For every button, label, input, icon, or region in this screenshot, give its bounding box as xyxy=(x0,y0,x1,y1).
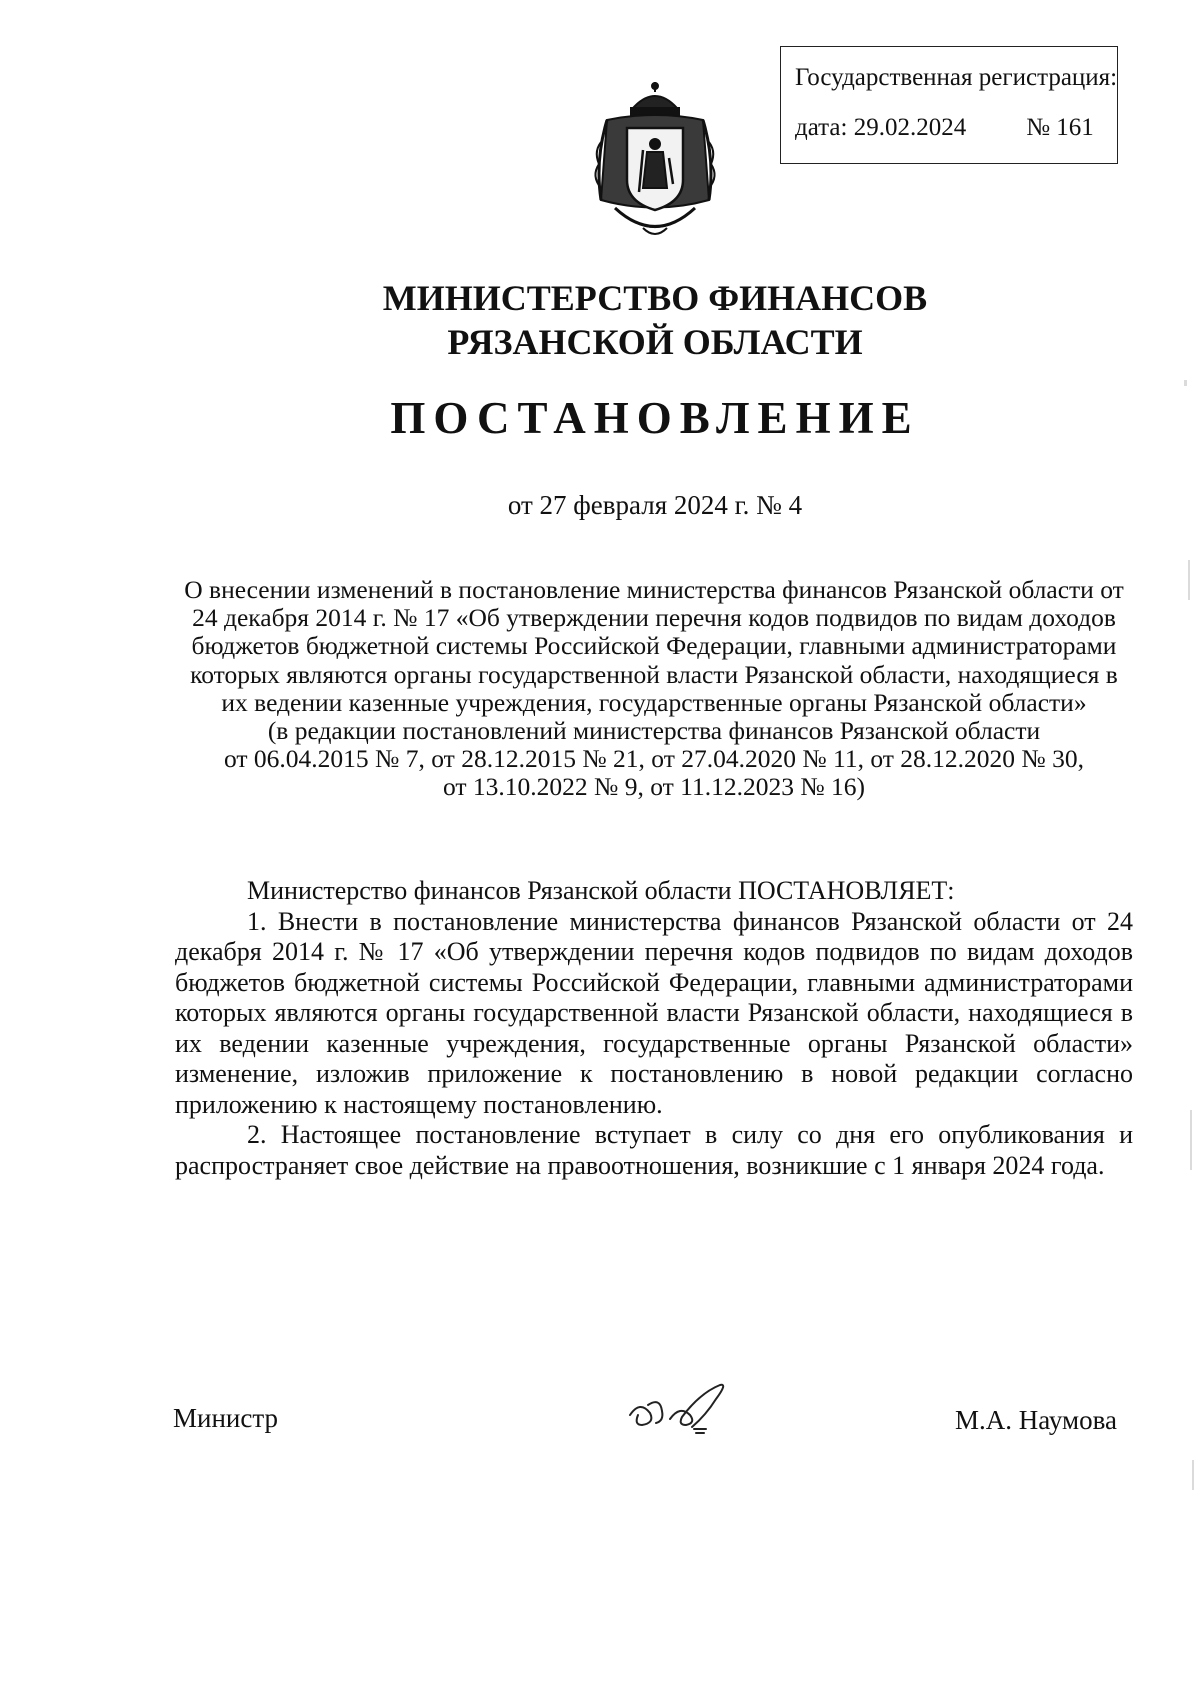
registration-number: № 161 xyxy=(1026,114,1094,141)
body-paragraph-1: 1. Внести в постановление министерства финансов Рязанской области от 24 декабря 2014 г. № 17 «Об утверждении перечня кодов подвидов по видам доходов бюджетов бюджетной системы Российской Федерации, главными администраторами которых являются органы государственной власти Рязанской области, находящиеся в их ведении казенные учреждения, государственные органы Рязанской области» изменение, изложив приложение к постановлению в новой редакции согласно приложению к настоящему постановлению. xyxy=(175,906,1133,1119)
handwritten-signature-icon xyxy=(620,1375,740,1445)
subject-line: О внесении изменений в постановление министерства финансов Рязанской области от xyxy=(184,575,1124,604)
subject-line: от 13.10.2022 № 9, от 11.12.2023 № 16) xyxy=(442,772,866,802)
registration-title: Государственная регистрация: xyxy=(795,64,1118,91)
subject-line: (в редакции постановлений министерства финансов Рязанской области xyxy=(267,716,1041,746)
document-subject xyxy=(170,576,1138,802)
subject-line: которых являются органы государственной власти Рязанской области, находящиеся в xyxy=(190,659,1118,689)
registration-box xyxy=(780,46,1118,164)
coat-of-arms-icon xyxy=(585,80,725,245)
subject-line: 24 декабря 2014 г. № 17 «Об утверждении перечня кодов подвидов по видам доходов xyxy=(192,603,1116,633)
body-intro: Министерство финансов Рязанской области ПОСТАНОВЛЯЕТ: xyxy=(247,876,955,905)
document-type: ПОСТАНОВЛЕНИЕ xyxy=(390,393,920,443)
signatory-role: Министр xyxy=(173,1403,278,1433)
ministry-line-1: МИНИСТЕРСТВО ФИНАНСОВ xyxy=(382,278,928,318)
subject-line: бюджетов бюджетной системы Российской Федерации, главными администраторами xyxy=(191,631,1117,661)
body-paragraph-2: 2. Настоящее постановление вступает в силу со дня его опубликования и распространяет свое действие на правоотношения, возникшие с 1 января 2024 года. xyxy=(175,1120,1133,1180)
ministry-line-2: РЯЗАНСКОЙ ОБЛАСТИ xyxy=(447,322,863,362)
scan-artifact xyxy=(1184,380,1187,386)
registration-row xyxy=(795,113,1117,143)
signatory-name: М.А. Наумова xyxy=(955,1405,1117,1435)
subject-line: их ведении казенные учреждения, государственные органы Рязанской области» xyxy=(221,687,1087,717)
ministry-name xyxy=(0,276,1200,364)
document-body xyxy=(175,876,1133,1181)
scan-artifact xyxy=(1188,560,1190,600)
scan-artifact xyxy=(1192,1460,1194,1490)
subject-line: от 06.04.2015 № 7, от 28.12.2015 № 21, от 27.04.2020 № 11, от 28.12.2020 № 30, xyxy=(224,744,1084,774)
scan-artifact xyxy=(1190,1110,1192,1170)
document-date: от 27 февраля 2024 г. № 4 xyxy=(507,490,803,520)
registration-date: дата: 29.02.2024 xyxy=(795,114,967,141)
